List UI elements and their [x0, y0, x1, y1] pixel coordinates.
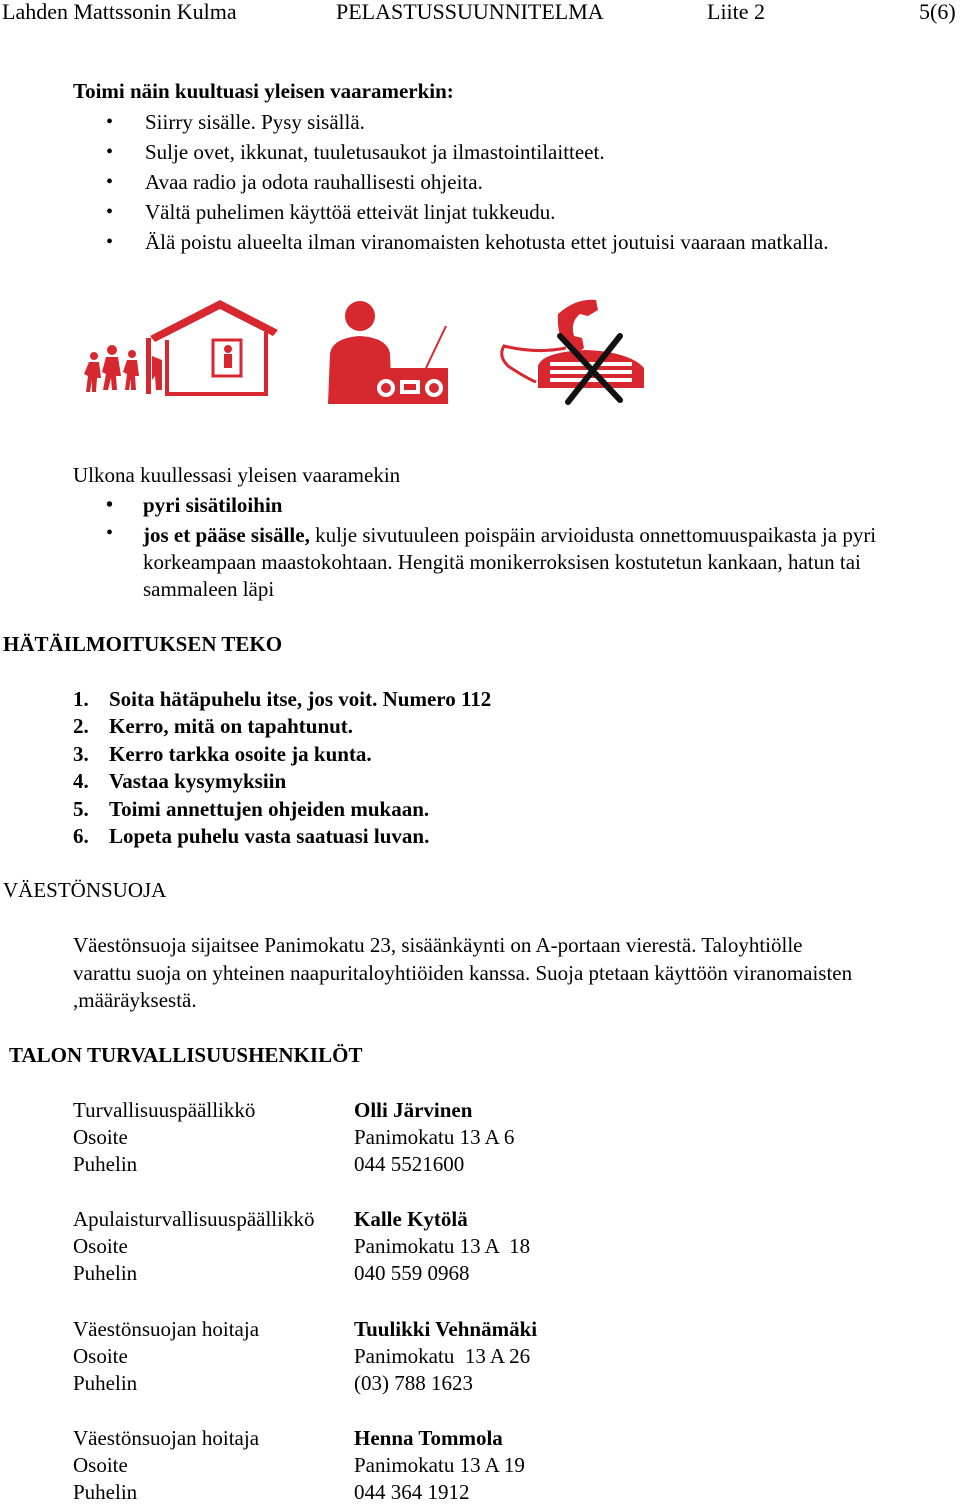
- list-item: • Älä poistu alueelta ilman viranomaisten kehotusta ettet joutuisi vaaraan matkalla.: [73, 227, 828, 257]
- person-phone-row: Puhelin 044 364 1912: [73, 1480, 470, 1504]
- safety-staff-heading: TALON TURVALLISUUSHENKILÖT: [9, 1043, 363, 1067]
- list-item: 4. Vastaa kysymyksiin: [73, 769, 287, 794]
- alarm-outdoor-intro: Ulkona kuullessasi yleisen vaaramekin: [73, 463, 401, 487]
- person-role-row: Apulaisturvallisuuspäällikkö Kalle Kytölä: [73, 1207, 468, 1231]
- emergency-call-steps: [73, 686, 491, 850]
- person-address-row: Osoite Panimokatu 13 A 19: [73, 1453, 525, 1477]
- person-phone-row: Puhelin 044 5521600: [73, 1152, 465, 1176]
- person-address-row: Osoite Panimokatu 13 A 6: [73, 1125, 515, 1149]
- no-phone-icon: [496, 296, 648, 408]
- shelter-line-3: ,määräyksestä.: [73, 988, 197, 1012]
- list-item-text: kulje sivutuuleen poispäin arvioidusta onnettomuuspaikasta ja pyri korkeampaan maastokohtaan. Hengitä monikerroksisen kostutetun kankaan, hatun tai sammaleen läpi: [143, 523, 877, 601]
- list-item: 3. Kerro tarkka osoite ja kunta.: [73, 741, 372, 766]
- list-item: • pyri sisätiloihin: [73, 490, 943, 520]
- list-item: [73, 520, 943, 603]
- document-title: PELASTUSSUUNNITELMA: [336, 0, 604, 24]
- list-item: 2. Kerro, mitä on tapahtunut.: [73, 714, 354, 739]
- page-number: 5(6): [919, 0, 956, 24]
- person-phone-row: Puhelin 040 559 0968: [73, 1261, 470, 1285]
- list-item: 1. Soita hätäpuhelu itse, jos voit. Numero 112: [73, 687, 492, 711]
- person-address-row: Osoite Panimokatu 13 A 18: [73, 1234, 531, 1258]
- listen-radio-icon: [322, 296, 452, 408]
- alarm-indoor-list: [73, 107, 828, 257]
- emergency-call-heading: HÄTÄILMOITUKSEN TEKO: [3, 632, 283, 656]
- go-inside-icon: [80, 296, 280, 400]
- person-role-row: Turvallisuuspäällikkö Olli Järvinen: [73, 1098, 473, 1122]
- shelter-heading: VÄESTÖNSUOJA: [3, 878, 167, 902]
- person-address-row: Osoite Panimokatu 13 A 26: [73, 1344, 531, 1368]
- list-item-bold: jos et pääse sisälle,: [143, 523, 310, 547]
- list-item: • Avaa radio ja odota rauhallisesti ohjeita.: [73, 167, 828, 197]
- appendix-label: Liite 2: [707, 0, 766, 24]
- person-role-row: Väestönsuojan hoitaja Henna Tommola: [73, 1426, 503, 1450]
- alarm-indoor-heading: Toimi näin kuultuasi yleisen vaaramerkin:: [73, 79, 454, 103]
- person-phone-row: Puhelin (03) 788 1623: [73, 1371, 473, 1395]
- list-item: • Sulje ovet, ikkunat, tuuletusaukot ja ilmastointilaitteet.: [73, 137, 828, 167]
- list-item: • Vältä puhelimen käyttöä etteivät linjat tukkeudu.: [73, 197, 828, 227]
- org-name: Lahden Mattssonin Kulma: [2, 0, 237, 24]
- list-item: 6. Lopeta puhelu vasta saatuasi luvan.: [73, 823, 430, 848]
- list-item: 5. Toimi annettujen ohjeiden mukaan.: [73, 796, 430, 821]
- shelter-line-2: varattu suoja on yhteinen naapuritaloyhtiöiden kanssa. Suoja ptetaan käyttöön viranomaisten: [73, 961, 853, 985]
- shelter-line-1: Väestönsuoja sijaitsee Panimokatu 23, sisäänkäynti on A-portaan vierestä. Taloyhtiölle: [73, 933, 803, 957]
- list-item: • Siirry sisälle. Pysy sisällä.: [73, 107, 828, 137]
- alarm-outdoor-list: [73, 490, 943, 603]
- person-role-row: Väestönsuojan hoitaja Tuulikki Vehnämäki: [73, 1317, 538, 1341]
